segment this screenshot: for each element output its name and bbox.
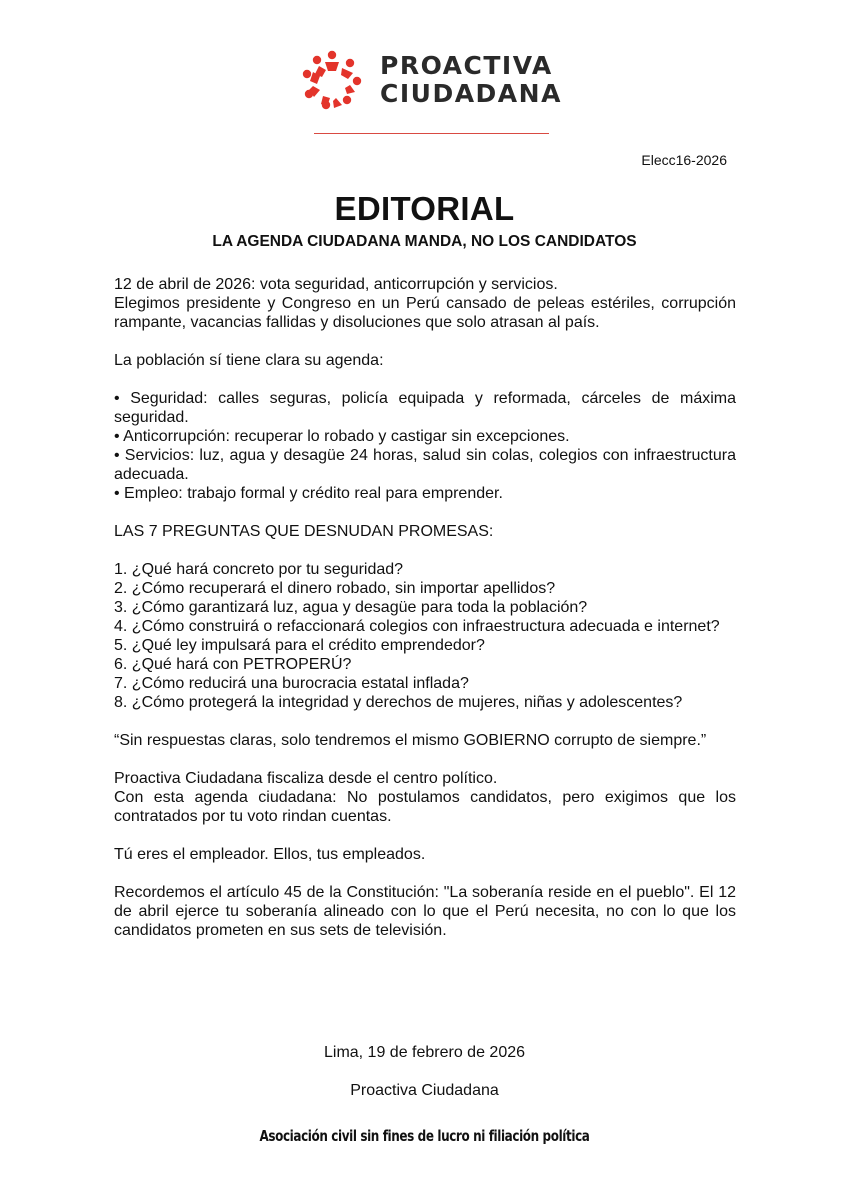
closing-line-3: Tú eres el empleador. Ellos, tus empleados.	[114, 846, 426, 863]
quote: “Sin respuestas claras, solo tendremos el mismo GOBIERNO corrupto de siempre.”	[114, 732, 707, 749]
agenda-item: • Empleo: trabajo formal y crédito real para emprender.	[114, 485, 503, 502]
signature-org: Proactiva Ciudadana	[350, 1082, 499, 1099]
question-item: 7. ¿Cómo reducirá una burocracia estatal inflada?	[114, 675, 469, 692]
page-title: EDITORIAL	[334, 190, 515, 227]
agenda-item: • Servicios: luz, agua y desagüe 24 horas, salud sin colas, colegios con infraestructura adecuada.	[114, 447, 736, 483]
people-circle-icon	[300, 48, 364, 112]
agenda-item: • Seguridad: calles seguras, policía equipada y reformada, cárceles de máxima seguridad.	[114, 390, 736, 426]
document-code: Elecc16-2026	[641, 152, 727, 168]
brand-name	[380, 52, 562, 108]
editorial-body	[114, 275, 736, 940]
question-item: 3. ¿Cómo garantizará luz, agua y desagüe para toda la población?	[114, 599, 588, 616]
closing-line-1: Proactiva Ciudadana fiscaliza desde el centro político.	[114, 770, 498, 787]
intro-line-1: 12 de abril de 2026: vota seguridad, anticorrupción y servicios.	[114, 276, 558, 293]
questions-heading: LAS 7 PREGUNTAS QUE DESNUDAN PROMESAS:	[114, 523, 494, 540]
place-date: Lima, 19 de febrero de 2026	[323, 1044, 526, 1061]
header-divider	[314, 133, 549, 134]
brand-line-1: PROACTIVA	[380, 51, 553, 80]
closing-line-2: Con esta agenda ciudadana: No postulamos candidatos, pero exigimos que los contratados por tu voto rindan cuentas.	[114, 789, 736, 825]
intro-line-2: Elegimos presidente y Congreso en un Perú cansado de peleas estériles, corrupción rampante, vacancias fallidas y disoluciones que solo atrasan al país.	[114, 295, 736, 331]
agenda-item: • Anticorrupción: recuperar lo robado y castigar sin excepciones.	[114, 428, 570, 445]
question-item: 5. ¿Qué ley impulsará para el crédito emprendedor?	[114, 637, 485, 654]
question-item: 2. ¿Cómo recuperará el dinero robado, sin importar apellidos?	[114, 580, 556, 597]
agenda-heading: La población sí tiene clara su agenda:	[114, 352, 384, 369]
header	[300, 48, 560, 118]
page-subtitle: LA AGENDA CIUDADANA MANDA, NO LOS CANDIDATOS	[212, 233, 637, 250]
footer-tagline: Asociación civil sin fines de lucro ni filiación política	[259, 1127, 590, 1145]
question-item: 6. ¿Qué hará con PETROPERÚ?	[114, 656, 352, 673]
question-item: 8. ¿Cómo protegerá la integridad y derechos de mujeres, niñas y adolescentes?	[114, 694, 683, 711]
question-item: 1. ¿Qué hará concreto por tu seguridad?	[114, 561, 404, 578]
closing-line-4: Recordemos el artículo 45 de la Constitución: "La soberanía reside en el pueblo". El 12 de abril ejerce tu soberanía alineado con lo que el Perú necesita, no con lo que los candidatos prometen en sus sets de televisión.	[114, 884, 736, 939]
brand-line-2: CIUDADANA	[380, 79, 562, 108]
question-item: 4. ¿Cómo construirá o refaccionará colegios con infraestructura adecuada e internet?	[114, 618, 720, 635]
